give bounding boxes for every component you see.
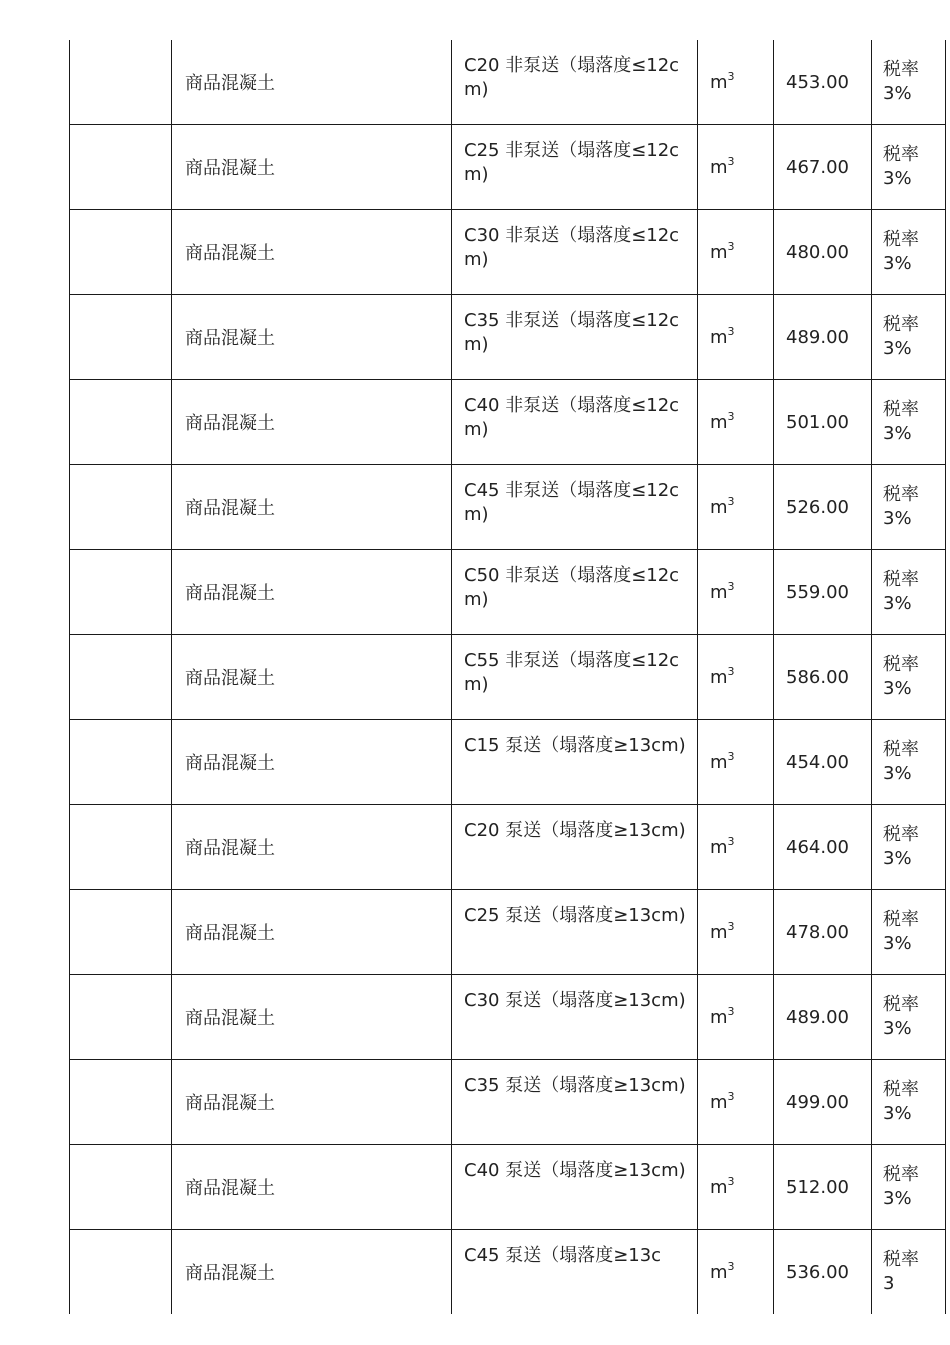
price-text: 559.00 (786, 581, 849, 603)
price-cell (774, 125, 872, 210)
spec-cell (452, 295, 698, 380)
material-name: 商品混凝土 (185, 1008, 275, 1029)
table-row (70, 550, 946, 635)
unit-text: m (710, 751, 728, 773)
table-row (70, 720, 946, 805)
unit-exponent: 3 (727, 154, 735, 168)
price-cell (774, 635, 872, 720)
table-row (70, 380, 946, 465)
price-text: 478.00 (786, 921, 849, 943)
material-name: 商品混凝土 (185, 583, 275, 604)
spec-text: C25 泵送（塌落度≥13cm) (464, 905, 686, 926)
unit-exponent: 3 (727, 749, 735, 763)
spec-cell (452, 550, 698, 635)
spec-text: C30 泵送（塌落度≥13cm) (464, 990, 686, 1011)
price-text: 536.00 (786, 1261, 849, 1283)
tax-cell (872, 720, 946, 805)
tax-cell (872, 210, 946, 295)
price-text: 489.00 (786, 326, 849, 348)
unit-exponent: 3 (727, 409, 735, 423)
price-text: 467.00 (786, 156, 849, 178)
spec-text: C45 非泵送（塌落度≤12cm) (464, 480, 680, 525)
unit-cell (698, 805, 774, 890)
spec-text: C50 非泵送（塌落度≤12cm) (464, 565, 680, 610)
material-name-cell (172, 890, 452, 975)
material-name: 商品混凝土 (185, 668, 275, 689)
unit-text: m (710, 1176, 728, 1198)
unit-text: m (710, 666, 728, 688)
tax-cell (872, 40, 946, 125)
price-cell (774, 720, 872, 805)
price-text: 512.00 (786, 1176, 849, 1198)
material-name-cell (172, 465, 452, 550)
tax-cell (872, 550, 946, 635)
spec-cell (452, 975, 698, 1060)
spec-text: C30 非泵送（塌落度≤12cm) (464, 225, 680, 270)
spec-cell (452, 720, 698, 805)
tax-text: 税率3% (883, 399, 919, 444)
price-table-container (69, 40, 919, 1294)
tax-text: 税率3% (883, 1079, 919, 1124)
spec-cell (452, 465, 698, 550)
spec-cell (452, 1145, 698, 1230)
price-cell (774, 1060, 872, 1145)
price-cell (774, 805, 872, 890)
spec-cell (452, 125, 698, 210)
index-cell (70, 40, 172, 125)
material-name-cell (172, 210, 452, 295)
price-cell (774, 465, 872, 550)
material-name: 商品混凝土 (185, 1263, 275, 1284)
unit-cell (698, 295, 774, 380)
unit-cell (698, 1060, 774, 1145)
price-cell (774, 975, 872, 1060)
spec-text: C45 泵送（塌落度≥13c (464, 1245, 662, 1266)
spec-text: C55 非泵送（塌落度≤12cm) (464, 650, 680, 695)
unit-exponent: 3 (727, 664, 735, 678)
index-cell (70, 380, 172, 465)
spec-cell (452, 635, 698, 720)
index-cell (70, 210, 172, 295)
unit-exponent: 3 (727, 579, 735, 593)
price-cell (774, 550, 872, 635)
material-name-cell (172, 550, 452, 635)
spec-cell (452, 1230, 698, 1315)
unit-exponent: 3 (727, 1004, 735, 1018)
unit-exponent: 3 (727, 1174, 735, 1188)
material-name-cell (172, 720, 452, 805)
tax-text: 税率3 (883, 1249, 919, 1294)
unit-cell (698, 465, 774, 550)
price-text: 454.00 (786, 751, 849, 773)
unit-text: m (710, 496, 728, 518)
unit-text: m (710, 581, 728, 603)
material-name: 商品混凝土 (185, 1178, 275, 1199)
unit-exponent: 3 (727, 69, 735, 83)
unit-cell (698, 125, 774, 210)
tax-text: 税率3% (883, 484, 919, 529)
material-name: 商品混凝土 (185, 753, 275, 774)
index-cell (70, 805, 172, 890)
spec-text: C35 泵送（塌落度≥13cm) (464, 1075, 686, 1096)
tax-cell (872, 1230, 946, 1315)
unit-exponent: 3 (727, 834, 735, 848)
tax-cell (872, 125, 946, 210)
material-name-cell (172, 295, 452, 380)
unit-cell (698, 1230, 774, 1315)
material-name-cell (172, 380, 452, 465)
unit-cell (698, 210, 774, 295)
material-name: 商品混凝土 (185, 413, 275, 434)
unit-exponent: 3 (727, 239, 735, 253)
tax-text: 税率3% (883, 824, 919, 869)
unit-cell (698, 380, 774, 465)
unit-cell (698, 720, 774, 805)
unit-exponent: 3 (727, 1259, 735, 1273)
index-cell (70, 1145, 172, 1230)
unit-cell (698, 40, 774, 125)
table-row (70, 295, 946, 380)
spec-text: C40 非泵送（塌落度≤12cm) (464, 395, 680, 440)
material-name: 商品混凝土 (185, 498, 275, 519)
unit-text: m (710, 836, 728, 858)
table-body (70, 40, 946, 1314)
spec-cell (452, 1060, 698, 1145)
table-row (70, 1230, 946, 1315)
price-text: 480.00 (786, 241, 849, 263)
unit-exponent: 3 (727, 919, 735, 933)
material-name-cell (172, 805, 452, 890)
material-name: 商品混凝土 (185, 73, 275, 94)
tax-text: 税率3% (883, 229, 919, 274)
price-cell (774, 1145, 872, 1230)
tax-cell (872, 465, 946, 550)
material-name: 商品混凝土 (185, 1093, 275, 1114)
index-cell (70, 465, 172, 550)
spec-text: C20 泵送（塌落度≥13cm) (464, 820, 686, 841)
table-row (70, 975, 946, 1060)
unit-cell (698, 635, 774, 720)
tax-cell (872, 295, 946, 380)
index-cell (70, 890, 172, 975)
material-name-cell (172, 635, 452, 720)
unit-cell (698, 550, 774, 635)
unit-exponent: 3 (727, 494, 735, 508)
unit-text: m (710, 1006, 728, 1028)
material-name: 商品混凝土 (185, 838, 275, 859)
price-text: 526.00 (786, 496, 849, 518)
tax-text: 税率3% (883, 59, 919, 104)
material-name-cell (172, 1060, 452, 1145)
price-table (69, 40, 946, 1314)
tax-cell (872, 890, 946, 975)
unit-cell (698, 890, 774, 975)
tax-text: 税率3% (883, 994, 919, 1039)
table-row (70, 635, 946, 720)
tax-text: 税率3% (883, 739, 919, 784)
unit-text: m (710, 1261, 728, 1283)
tax-cell (872, 805, 946, 890)
unit-text: m (710, 156, 728, 178)
spec-text: C35 非泵送（塌落度≤12cm) (464, 310, 680, 355)
spec-cell (452, 805, 698, 890)
price-text: 464.00 (786, 836, 849, 858)
index-cell (70, 975, 172, 1060)
unit-cell (698, 1145, 774, 1230)
material-name-cell (172, 1230, 452, 1315)
material-name-cell (172, 125, 452, 210)
table-row (70, 1060, 946, 1145)
price-cell (774, 210, 872, 295)
index-cell (70, 1230, 172, 1315)
material-name: 商品混凝土 (185, 328, 275, 349)
tax-text: 税率3% (883, 1164, 919, 1209)
unit-text: m (710, 921, 728, 943)
material-name: 商品混凝土 (185, 923, 275, 944)
tax-text: 税率3% (883, 569, 919, 614)
spec-text: C15 泵送（塌落度≥13cm) (464, 735, 686, 756)
index-cell (70, 550, 172, 635)
index-cell (70, 125, 172, 210)
unit-text: m (710, 241, 728, 263)
unit-exponent: 3 (727, 1089, 735, 1103)
index-cell (70, 635, 172, 720)
price-text: 501.00 (786, 411, 849, 433)
material-name-cell (172, 975, 452, 1060)
price-cell (774, 40, 872, 125)
index-cell (70, 1060, 172, 1145)
price-text: 499.00 (786, 1091, 849, 1113)
price-cell (774, 295, 872, 380)
material-name-cell (172, 1145, 452, 1230)
unit-cell (698, 975, 774, 1060)
table-row (70, 1145, 946, 1230)
unit-text: m (710, 1091, 728, 1113)
material-name: 商品混凝土 (185, 243, 275, 264)
price-text: 586.00 (786, 666, 849, 688)
price-cell (774, 380, 872, 465)
spec-text: C25 非泵送（塌落度≤12cm) (464, 140, 680, 185)
spec-text: C40 泵送（塌落度≥13cm) (464, 1160, 686, 1181)
spec-cell (452, 40, 698, 125)
price-text: 489.00 (786, 1006, 849, 1028)
table-row (70, 125, 946, 210)
index-cell (70, 295, 172, 380)
spec-cell (452, 890, 698, 975)
unit-text: m (710, 411, 728, 433)
table-row (70, 805, 946, 890)
unit-exponent: 3 (727, 324, 735, 338)
table-row (70, 890, 946, 975)
tax-text: 税率3% (883, 909, 919, 954)
unit-text: m (710, 326, 728, 348)
price-text: 453.00 (786, 71, 849, 93)
tax-text: 税率3% (883, 314, 919, 359)
price-cell (774, 890, 872, 975)
material-name-cell (172, 40, 452, 125)
tax-text: 税率3% (883, 144, 919, 189)
spec-cell (452, 210, 698, 295)
tax-cell (872, 1060, 946, 1145)
index-cell (70, 720, 172, 805)
table-row (70, 40, 946, 125)
table-row (70, 465, 946, 550)
tax-cell (872, 975, 946, 1060)
spec-cell (452, 380, 698, 465)
material-name: 商品混凝土 (185, 158, 275, 179)
tax-cell (872, 380, 946, 465)
table-row (70, 210, 946, 295)
tax-cell (872, 1145, 946, 1230)
tax-cell (872, 635, 946, 720)
unit-text: m (710, 71, 728, 93)
spec-text: C20 非泵送（塌落度≤12cm) (464, 55, 680, 100)
tax-text: 税率3% (883, 654, 919, 699)
price-cell (774, 1230, 872, 1315)
